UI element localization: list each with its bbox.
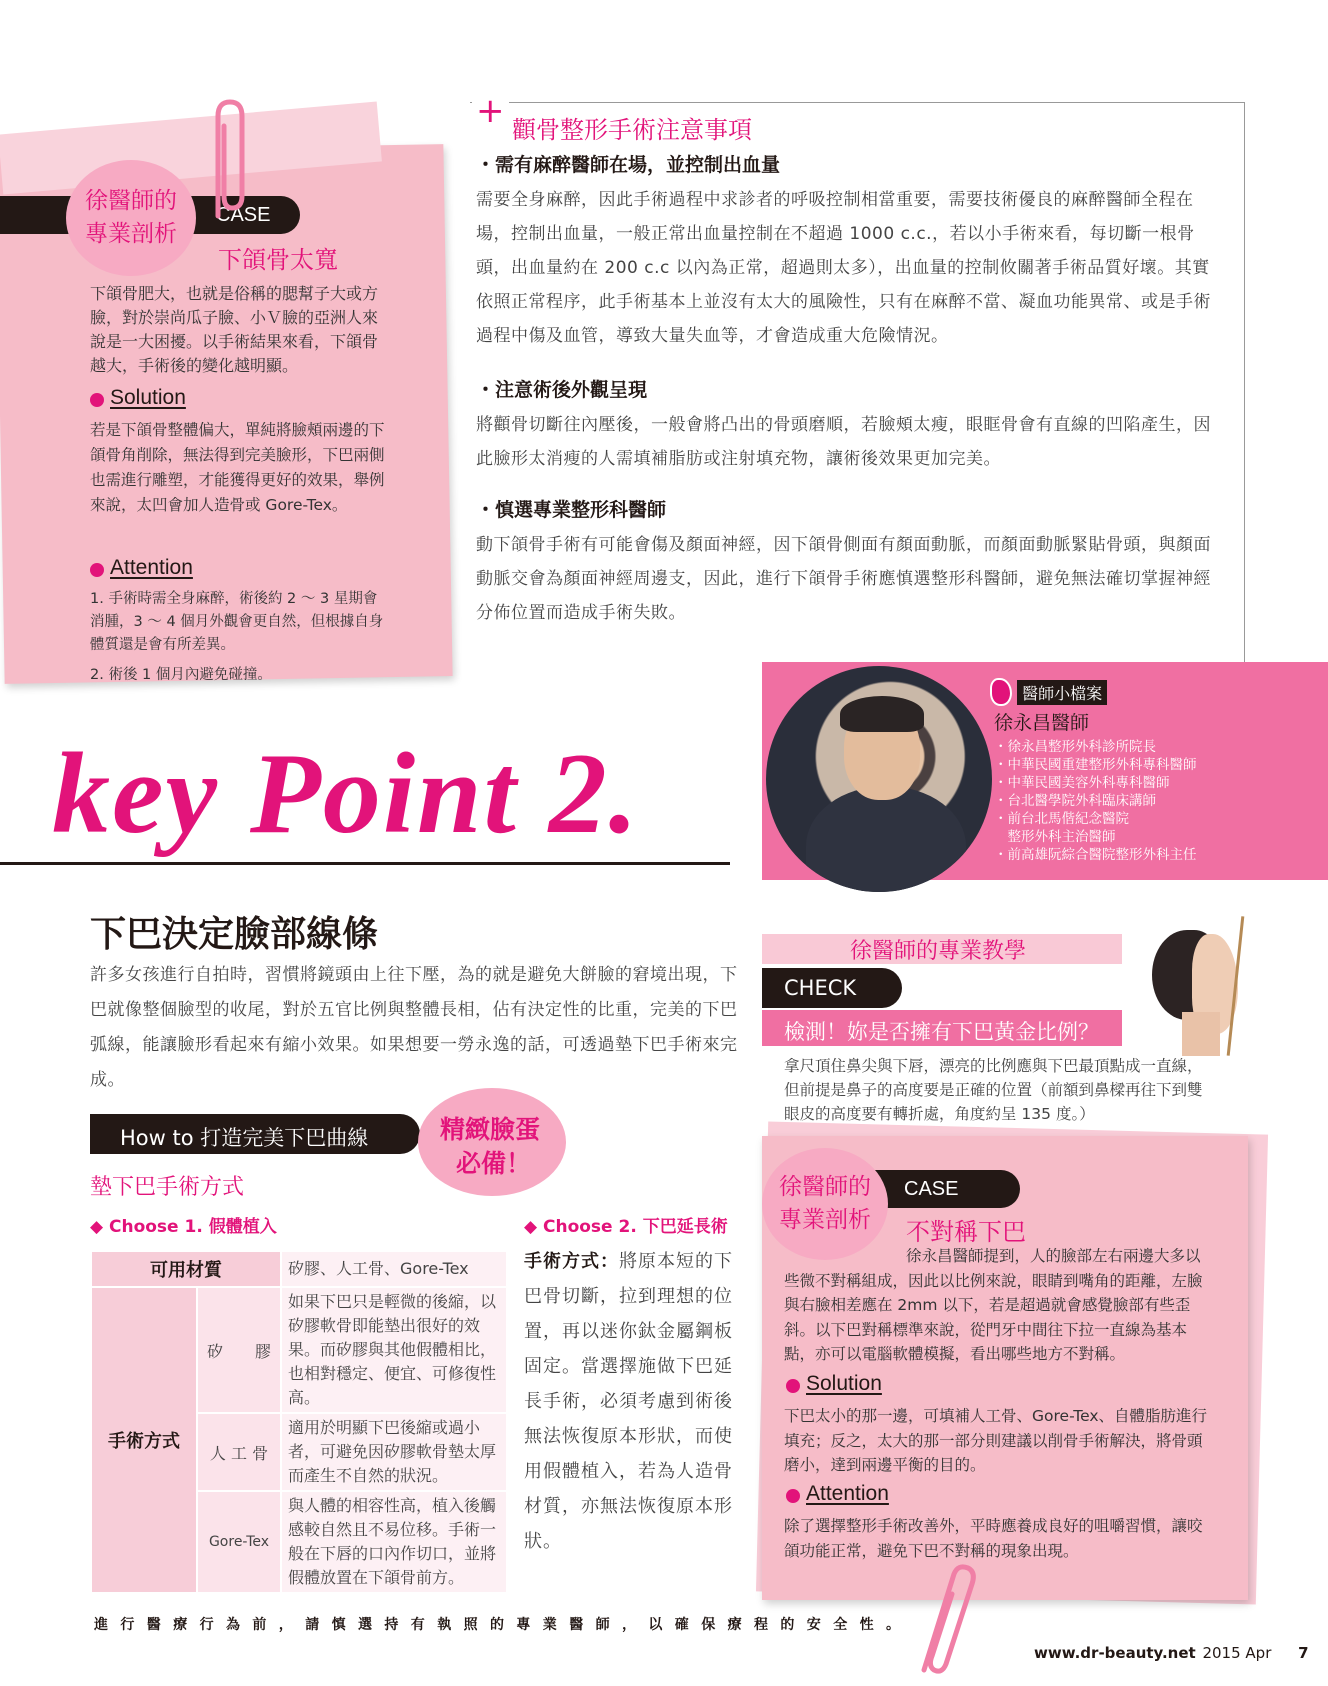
footer-warning: 進行醫療行為前，請慎選持有執照的專業醫師，以確保療程的安全性。 <box>94 1617 913 1633</box>
right-attention-label: Attention <box>806 1482 889 1505</box>
table-header-material: 可用材質 <box>91 1251 281 1287</box>
right-attention-heading <box>786 1482 889 1506</box>
item-text: 需要全身麻醉，因此手術過程中求診者的呼吸控制相當重要，需要技術優良的麻醉醫師全程在場，控制出血量，一般正常出血量控制在不超過 1000 c.c.，若以小手術來看，每切斷一根骨頭，出血量約在 200 c.c 以內為正常，超過則太多），出血量的控制攸關著手術品質好壞。其實依照正常程序，此手術基本上並沒有太大的風險性，只有在麻醉不當、凝血功能異常、或是手術過程中傷及血管，導致大量失血等，才會造成重大危險情況。 <box>476 190 1211 346</box>
right-solution-text: 下巴太小的那一邊，可填補人工骨、Gore-Tex、自體脂肪進行填充；反之，太大的那一部分則建議以削骨手術解決，將骨頭磨小，達到兩邊平衡的目的。 <box>784 1407 1208 1474</box>
bio-line: ・台北醫學院外科臨床講師 <box>994 793 1156 809</box>
profile-neck <box>1182 1012 1220 1056</box>
materials-table <box>90 1250 508 1594</box>
bullet-dot-icon <box>786 1379 800 1393</box>
key-point-rule <box>0 862 730 865</box>
left-circle-line-1: 徐醫師的 <box>85 188 177 214</box>
right-top-title: 顴骨整形手術注意事項 <box>506 110 758 145</box>
right-solution-label: Solution <box>806 1372 882 1395</box>
main-intro: 許多女孩進行自拍時，習慣將鏡頭由上往下壓，為的就是避免大餅臉的窘境出現，下巴就像整個臉型的收尾，對於五官比例與整體長相，佔有決定性的比重，完美的下巴弧線，能讓臉形看起來有縮小效果。如果想要一勞永逸的話，可透過墊下巴手術來完成。 <box>90 965 738 1090</box>
right-case-title: 不對稱下巴 <box>906 1218 1026 1246</box>
left-solution-label: Solution <box>110 386 186 409</box>
footer-issue: 2015 Apr <box>1202 1644 1272 1662</box>
bio-line: ・前台北馬偕紀念醫院 <box>994 811 1129 827</box>
doctor-coat <box>806 786 966 892</box>
main-title: 下巴決定臉部線條 <box>90 914 379 955</box>
choose-2-lead: 手術方式： <box>524 1251 619 1272</box>
badge-line-2: 必備！ <box>456 1149 532 1178</box>
table-materials: 矽膠、人工骨、Gore-Tex <box>281 1251 507 1287</box>
choose-2-body <box>524 1244 746 1559</box>
doctor-badge-row <box>990 678 1107 706</box>
table-material-name: 人 工 骨 <box>197 1413 281 1491</box>
right-circle-line-2: 專業剖析 <box>779 1207 871 1233</box>
bullet-dot-icon <box>90 393 104 407</box>
doctor-hair <box>840 696 924 732</box>
left-solution-heading <box>90 386 186 410</box>
footer-meta <box>1034 1644 1309 1662</box>
left-intro-text: 下頜骨肥大，也就是俗稱的腮幫子大或方臉，對於崇尚瓜子臉、小Ｖ臉的亞洲人來說是一大困擾。以手術結果來看，下頜骨越大，手術後的變化越明顯。 <box>90 284 379 375</box>
bio-line: 整形外科主治醫師 <box>994 829 1116 845</box>
right-top-item-2 <box>476 375 1216 476</box>
table-material-text: 適用於明顯下巴後縮或過小者，可避免因矽膠軟骨墊太厚而產生不自然的狀況。 <box>281 1413 507 1491</box>
table-material-text: 如果下巴只是輕微的後縮，以矽膠軟骨即能墊出很好的效果。而矽膠與其他假體相比，也相對穩定、便宜、可修復性高。 <box>281 1287 507 1413</box>
left-case-title: 下頜骨太寬 <box>218 246 338 274</box>
bio-line: ・前高雄阮綜合醫院整形外科主任 <box>994 847 1197 863</box>
left-case-word: CASE <box>216 204 271 226</box>
paperclip-icon <box>910 1560 980 1680</box>
paperclip-icon <box>200 96 260 226</box>
item-heading: ・注意術後外觀呈現 <box>476 379 648 401</box>
profile-photo <box>1130 916 1260 1056</box>
check-text: 拿尺頂住鼻尖與下唇，漂亮的比例應與下巴最頂點成一直線，但前提是鼻子的高度要是正確的位置（前額到鼻樑再往下到雙眼皮的高度要有轉折處，角度約呈 135 度。） <box>784 1057 1203 1123</box>
how-to-label: How to 打造完美下巴曲線 <box>120 1126 369 1150</box>
bio-line: ・徐永昌整形外科診所院長 <box>994 739 1156 755</box>
left-circle-label <box>66 160 196 276</box>
right-intro-text: 徐永昌醫師提到，人的臉部左右兩邊大多以些微不對稱組成，因此以比例來說，眼睛到嘴角的距離，左臉與右臉相差應在 2mm 以下，若是超過就會感覺臉部有些歪斜。以下巴對稱標準來說，從門牙中間往下拉一直線為基本點，亦可以電腦軟體模擬，看出哪些地方不對稱。 <box>784 1247 1203 1363</box>
item-text: 動下頜骨手術有可能會傷及顏面神經，因下頜骨側面有顏面動脈，而顏面動脈緊貼骨頭，與顏面動脈交會為顏面神經周邊支，因此，進行下頜骨手術應慎選整形科醫師，避免無法確切掌握神經分佈位置而造成手術失敗。 <box>476 535 1211 623</box>
right-case-word: CASE <box>904 1178 959 1200</box>
right-top-item-1 <box>476 150 1216 353</box>
table-row <box>91 1287 507 1413</box>
table-material-name: 矽 膠 <box>197 1287 281 1413</box>
doctor-bio <box>994 738 1324 864</box>
footer-site[interactable]: www.dr-beauty.net <box>1034 1644 1196 1662</box>
doctor-name: 徐永昌醫師 <box>994 712 1090 734</box>
table-material-name: Gore-Tex <box>197 1491 281 1593</box>
badge-line-1: 精緻臉蛋 <box>440 1115 541 1144</box>
left-attention-label: Attention <box>110 556 193 579</box>
table-header-method: 手術方式 <box>91 1287 197 1593</box>
surgery-title: 墊下巴手術方式 <box>90 1175 245 1200</box>
left-attention-heading <box>90 556 193 580</box>
right-circle-line-1: 徐醫師的 <box>779 1174 871 1200</box>
check-word: CHECK <box>784 976 857 1000</box>
footer-page-number: 7 <box>1298 1644 1309 1662</box>
check-title: 徐醫師的專業教學 <box>850 939 1027 964</box>
left-attention-1: 1. 手術時需全身麻醉，術後約 2 ～ 3 星期會消腫，3 ～ 4 個月外觀會更自然，但根據自身體質還是會有所差異。 <box>90 591 384 653</box>
item-text: 將顴骨切斷往內壓後，一般會將凸出的骨頭磨順，若臉頰太瘦，眼眶骨會有直線的凹陷產生，因此臉形太消瘦的人需填補脂肪或注射填充物，讓術後效果更加完美。 <box>476 415 1211 469</box>
choose-1: ◆ Choose 1. 假體植入 <box>90 1217 277 1237</box>
taiwan-icon <box>990 678 1012 706</box>
item-heading: ・慎選專業整形科醫師 <box>476 499 667 521</box>
choose-2: ◆ Choose 2. 下巴延長術 <box>524 1217 728 1237</box>
check-question: 檢測！妳是否擁有下巴黃金比例？ <box>784 1020 1099 1044</box>
right-attention-text: 除了選擇整形手術改善外，平時應養成良好的咀嚼習慣，讓咬頜功能正常，避免下巴不對稱的現象出現。 <box>784 1517 1203 1560</box>
bullet-dot-icon <box>90 563 104 577</box>
item-heading: ・需有麻醉醫師在場，並控制出血量 <box>476 154 781 176</box>
right-top-item-3 <box>476 495 1216 630</box>
bullet-dot-icon <box>786 1489 800 1503</box>
left-solution-text: 若是下頜骨整體偏大，單純將臉頰兩邊的下頜骨角削除，無法得到完美臉形，下巴兩側也需進行雕塑，才能獲得更好的效果，舉例來說，太凹會加人造骨或 Gore-Tex。 <box>90 421 385 514</box>
choose-2-text: 將原本短的下巴骨切斷，拉到理想的位置，再以迷你鈦金屬鋼板固定。當選擇施做下巴延長手術，必須考慮到術後無法恢復原本形狀，而使用假體植入，若為人造骨材質，亦無法恢復原本形狀。 <box>524 1251 733 1552</box>
table-row <box>91 1251 507 1287</box>
bio-line: ・中華民國美容外科專科醫師 <box>994 775 1170 791</box>
doctor-photo <box>766 666 992 892</box>
table-material-text: 與人體的相容性高，植入後觸感較自然且不易位移。手術一般在下唇的口內作切口，並將假體放置在下頜骨前方。 <box>281 1491 507 1593</box>
key-point-heading: key Point 2. <box>52 730 640 858</box>
plus-icon: + <box>472 96 509 126</box>
left-circle-line-2: 專業剖析 <box>85 221 177 247</box>
doctor-badge: 醫師小檔案 <box>1017 680 1107 705</box>
left-attention-2: 2. 術後 1 個月內避免碰撞。 <box>90 667 272 683</box>
right-solution-heading <box>786 1372 882 1396</box>
bio-line: ・中華民國重建整形外科專科醫師 <box>994 757 1197 773</box>
